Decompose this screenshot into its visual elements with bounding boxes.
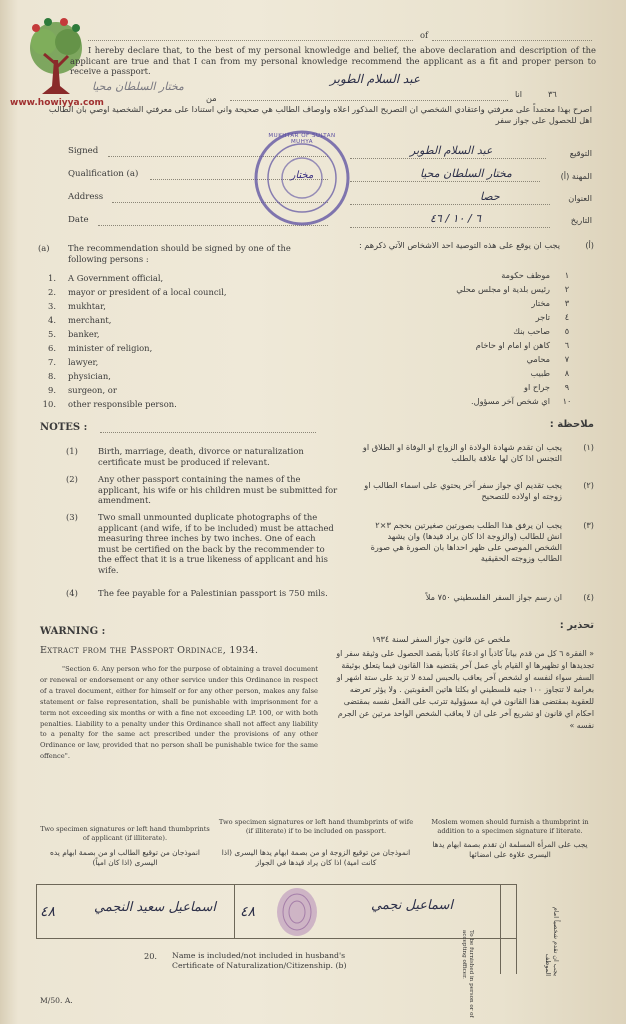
form-code: M/50. A. [40,996,73,1005]
sig-col2-text: Two specimen signatures or left hand thumbprints of wife (if illiterate) if to be included on passport. [218,818,414,835]
ar-date-label: التاريخ [570,215,592,225]
stamp-ring-text: MUKHTAR OF SULTAN MUHYA [268,133,336,145]
sig-box-mid [234,884,235,938]
recommendation-marker: (a) [38,243,50,253]
person-row: 6. minister of religion, [48,343,153,353]
ar-person-row: ٧ محامي [526,354,570,364]
handwritten-recommender-title: مختار السلطان محيا [92,80,184,93]
top-dotted-line-right [432,40,592,41]
person-row: 5. banker, [48,329,100,339]
ar-warning-subtitle: ملخص عن قانون جواز السفر لسنة ١٩٣٤ [371,634,511,644]
side-note-text: To be furnished in person or of accepting officer. [461,930,474,1018]
sig-box-top [36,884,516,885]
person-row: 3. mukhtar, [48,301,106,311]
ar-signed-line [350,158,546,159]
date-label: Date [68,215,89,225]
ar-name-line [230,100,508,101]
ar-person-row: ٣ مختار [531,298,570,308]
ar-sig-col3-text: يجب على المرأة المسلمة ان تقدم بصمة ابهام يدها اليسرى علاوة على امضائها [432,840,588,859]
address-label: Address [68,192,104,202]
persons-list [40,273,330,415]
ar-sig-col2-text: انموذجان من توقيع الزوجة او من بصمة ابهام يدها اليسرى (اذا كانت امية) اذا كان يراد قيدها في الجواز [221,848,411,867]
qualification-value: مختار السلطان محيا [420,167,512,180]
ar-address-label: العنوان [568,193,592,203]
stamp-center-text: مختار [290,170,314,181]
person-row: 7. lawyer, [48,357,99,367]
ar-recommendation-intro: يجب ان يوقع على هذه التوصية احد الاشخاص الآتي ذكرهم : [358,240,560,250]
notes-list: (1) Birth, marriage, death, divorce or naturalization certificate must be produced if relevant. (2) Any other passport containing the names of the applicant, his wife or his children must be submitted for amendment. (3) Two small unmounted duplicate photographs of the applicant (and wife, if to be included) must be attached measuring three inches by two inches. One of each must be certified on the back by the recommender to the effect that it is a true likeness of applicant and his wife. (4) The fee payable for a Palestinian passport is 750 mils. [66,446,338,598]
person-row: 1. A Government official, [48,273,164,283]
line20-number: 20. [144,951,158,961]
recommendation-intro: The recommendation should be signed by one of the following persons : [68,243,291,264]
person-row: 4. merchant, [48,315,112,325]
signed-value: عبد السلام الطوبر [410,144,493,157]
ar-declaration: اصرح بهذا معتمداً على معرفتي واعتقادي الشخصي ان التصريح المذكور اعلاه واوصاف الطالب هي صحيحة واني استنادا على معرفتي الشخصية اوصي بان الطالب اهل للحصول على جواز سفر [48,104,592,125]
person-row: 2. mayor or president of a local council, [48,287,227,297]
ar-side-note-text: يجب ان تقدم شخصياً امام الموظف [544,906,560,976]
applicant-signature-1: اسماعيل سعيد النجمي [94,900,216,915]
ar-sig-col1-text: انموذجان من توقيع الطالب او من بصمة ابهام يده اليسرى (اذا كان امياً) [50,848,200,867]
sig-box-bottom [36,938,516,939]
ar-warning-title: تحذير : [559,620,594,631]
ar-person-row: ٩ جراح او [524,382,570,392]
ar-person-row: ٢ رئيس بلدية او مجلس محلي [456,284,570,294]
ar-person-row: ٦ كاهن او امام او حاخام [475,340,570,350]
sig-box-right [516,884,517,974]
sig-box-left [36,884,37,938]
address-value: حصا [480,190,500,203]
ar-person-row: ٤ تاجر [535,312,570,322]
ar-persons-list [330,270,574,412]
ar-qualification-line [350,181,540,182]
qualification-label: Qualification (a) [68,169,139,179]
ar-date-line [350,227,550,228]
sig-col3-text: Moslem women should furnish a thumbprint in addition to a specimen signature if literate. [431,818,589,835]
ar-notes-list: (١) يجب ان تقدم شهادة الولادة او الزواج او الوفاة او الطلاق او التجنس اذا كان لها علاقة بالطلب (٢) يجب تقديم اي جواز سفر آخر يحتوي على اسماء الطالب او زوجته او اولاده للتصحيح (٣) يجب ان يرفق هذا الطلب بصورتين صغيرتين بحجم ٣×٢ انش للطالب (والزوجة اذا كان يراد قيدها) وان يشهد الشخص الموصي على ظهر احداها بان الصورة هي صورة الطالب وزوجته الحقيقية (٤) ان رسم جواز السفر الفلسطيني ٧٥٠ ملاً [362,442,594,602]
ar-person-row: ٨ طبيب [530,368,570,378]
ar-person-row: ١ موظف حكومة [501,270,570,280]
applicant-number-2: ٤٨ [240,904,256,920]
watermark-text: www.howiyya.com [10,98,104,108]
person-row: 9. surgeon, or [48,385,117,395]
notes-title: NOTES : [40,422,88,433]
mukhtar-stamp [252,128,352,228]
date-value: ٦ / ١٠ / ٤٦ [430,212,481,225]
ar-qualification-label: المهنة (أ) [560,171,592,181]
thumbprint-icon [272,886,322,938]
warning-title: WARNING : [40,626,106,637]
top-of-label: of [420,30,429,40]
applicant-signature-2: اسماعيل نجمي [371,898,453,913]
ar-ana: انا [515,89,523,99]
ar-number: ٣٦ [548,89,557,99]
ar-min: من [206,93,217,103]
handwritten-recommender-name: عبد السلام الطوبر [330,72,420,86]
person-row: 8. physician, [48,371,111,381]
signed-label: Signed [68,146,99,156]
person-row: 10. other responsible person. [42,399,177,409]
declaration-text: I hereby declare that, to the best of my personal knowledge and belief, the above declaration and description of the applicant are true and that I can from my personal knowledge recommend the applicant as a fit and proper person to receive a passport. [70,45,596,77]
warning-subtitle: Extract from the Passport Ordinace, 1934. [40,645,259,656]
applicant-number-1: ٤٨ [40,904,56,920]
ar-signed-label: التوقيع [569,148,592,158]
sig-col1-text: Two specimen signatures or left hand thumbprints of applicant (if illiterate). [40,825,210,842]
ar-warning-body: « الفقرة ٦ كل من قدم بياناً كاذباً او ادعاءً كاذباً بقصد الحصول على وثيقة سفر او تجديدها او تظهيرها او القيام بأي عمل آخر يقتضيه هذا القانون فيما يتعلق بوثيقة السفر سواء لنفسه او لشخص آخر يعاقب بالحبس لمدة لا تزيد على ستة اشهر او بغرامة لا تتجاوز ١٠٠ جنيه فلسطيني او بكلتا هاتين العقوبتين . ولا يؤثر تعرضه للعقوبة بمقتضى هذا القانون في اية مسؤولية تترتب على الفعل نفسه بمقتضى احكام اي قانون او تشريع آخر على ان لا يعاقب الشخص الواحد مرتين عن الجرم نفسه » [336,649,594,730]
warning-body: "Section 6. Any person who for the purpose of obtaining a travel document or renewal or endorsement or any other service under this Ordinance in respect of a travel document, either for himself or for any other person, makes any false statement or false representation, shall be punishable with imprisonment for a term not exceeding six months or with a fine not exceeding LP. 100, or with both penalties. Liability to a penalty under this Ordinance shall not affect any liability to a penalty for the same act prescribed under the provisions of any other Ordinance or law, provided that no person shall be punishable twice for the same offence". [40,665,318,761]
ar-address-line [350,204,550,205]
ar-notes-title: ملاحظة : [549,419,594,430]
sig-box-right-inner [500,884,501,974]
ar-person-row: ١٠ اي شخص آخر مسؤول. [471,396,572,406]
ar-person-row: ٥ صاحب بنك [513,326,570,336]
top-dotted-line [88,40,413,41]
line20-text: Name is included/not included in husband's Certificate of Naturalization/Citizenship. (b) [172,951,347,970]
ar-recommendation-marker: (أ) [585,240,594,250]
notes-title-line [100,432,316,433]
